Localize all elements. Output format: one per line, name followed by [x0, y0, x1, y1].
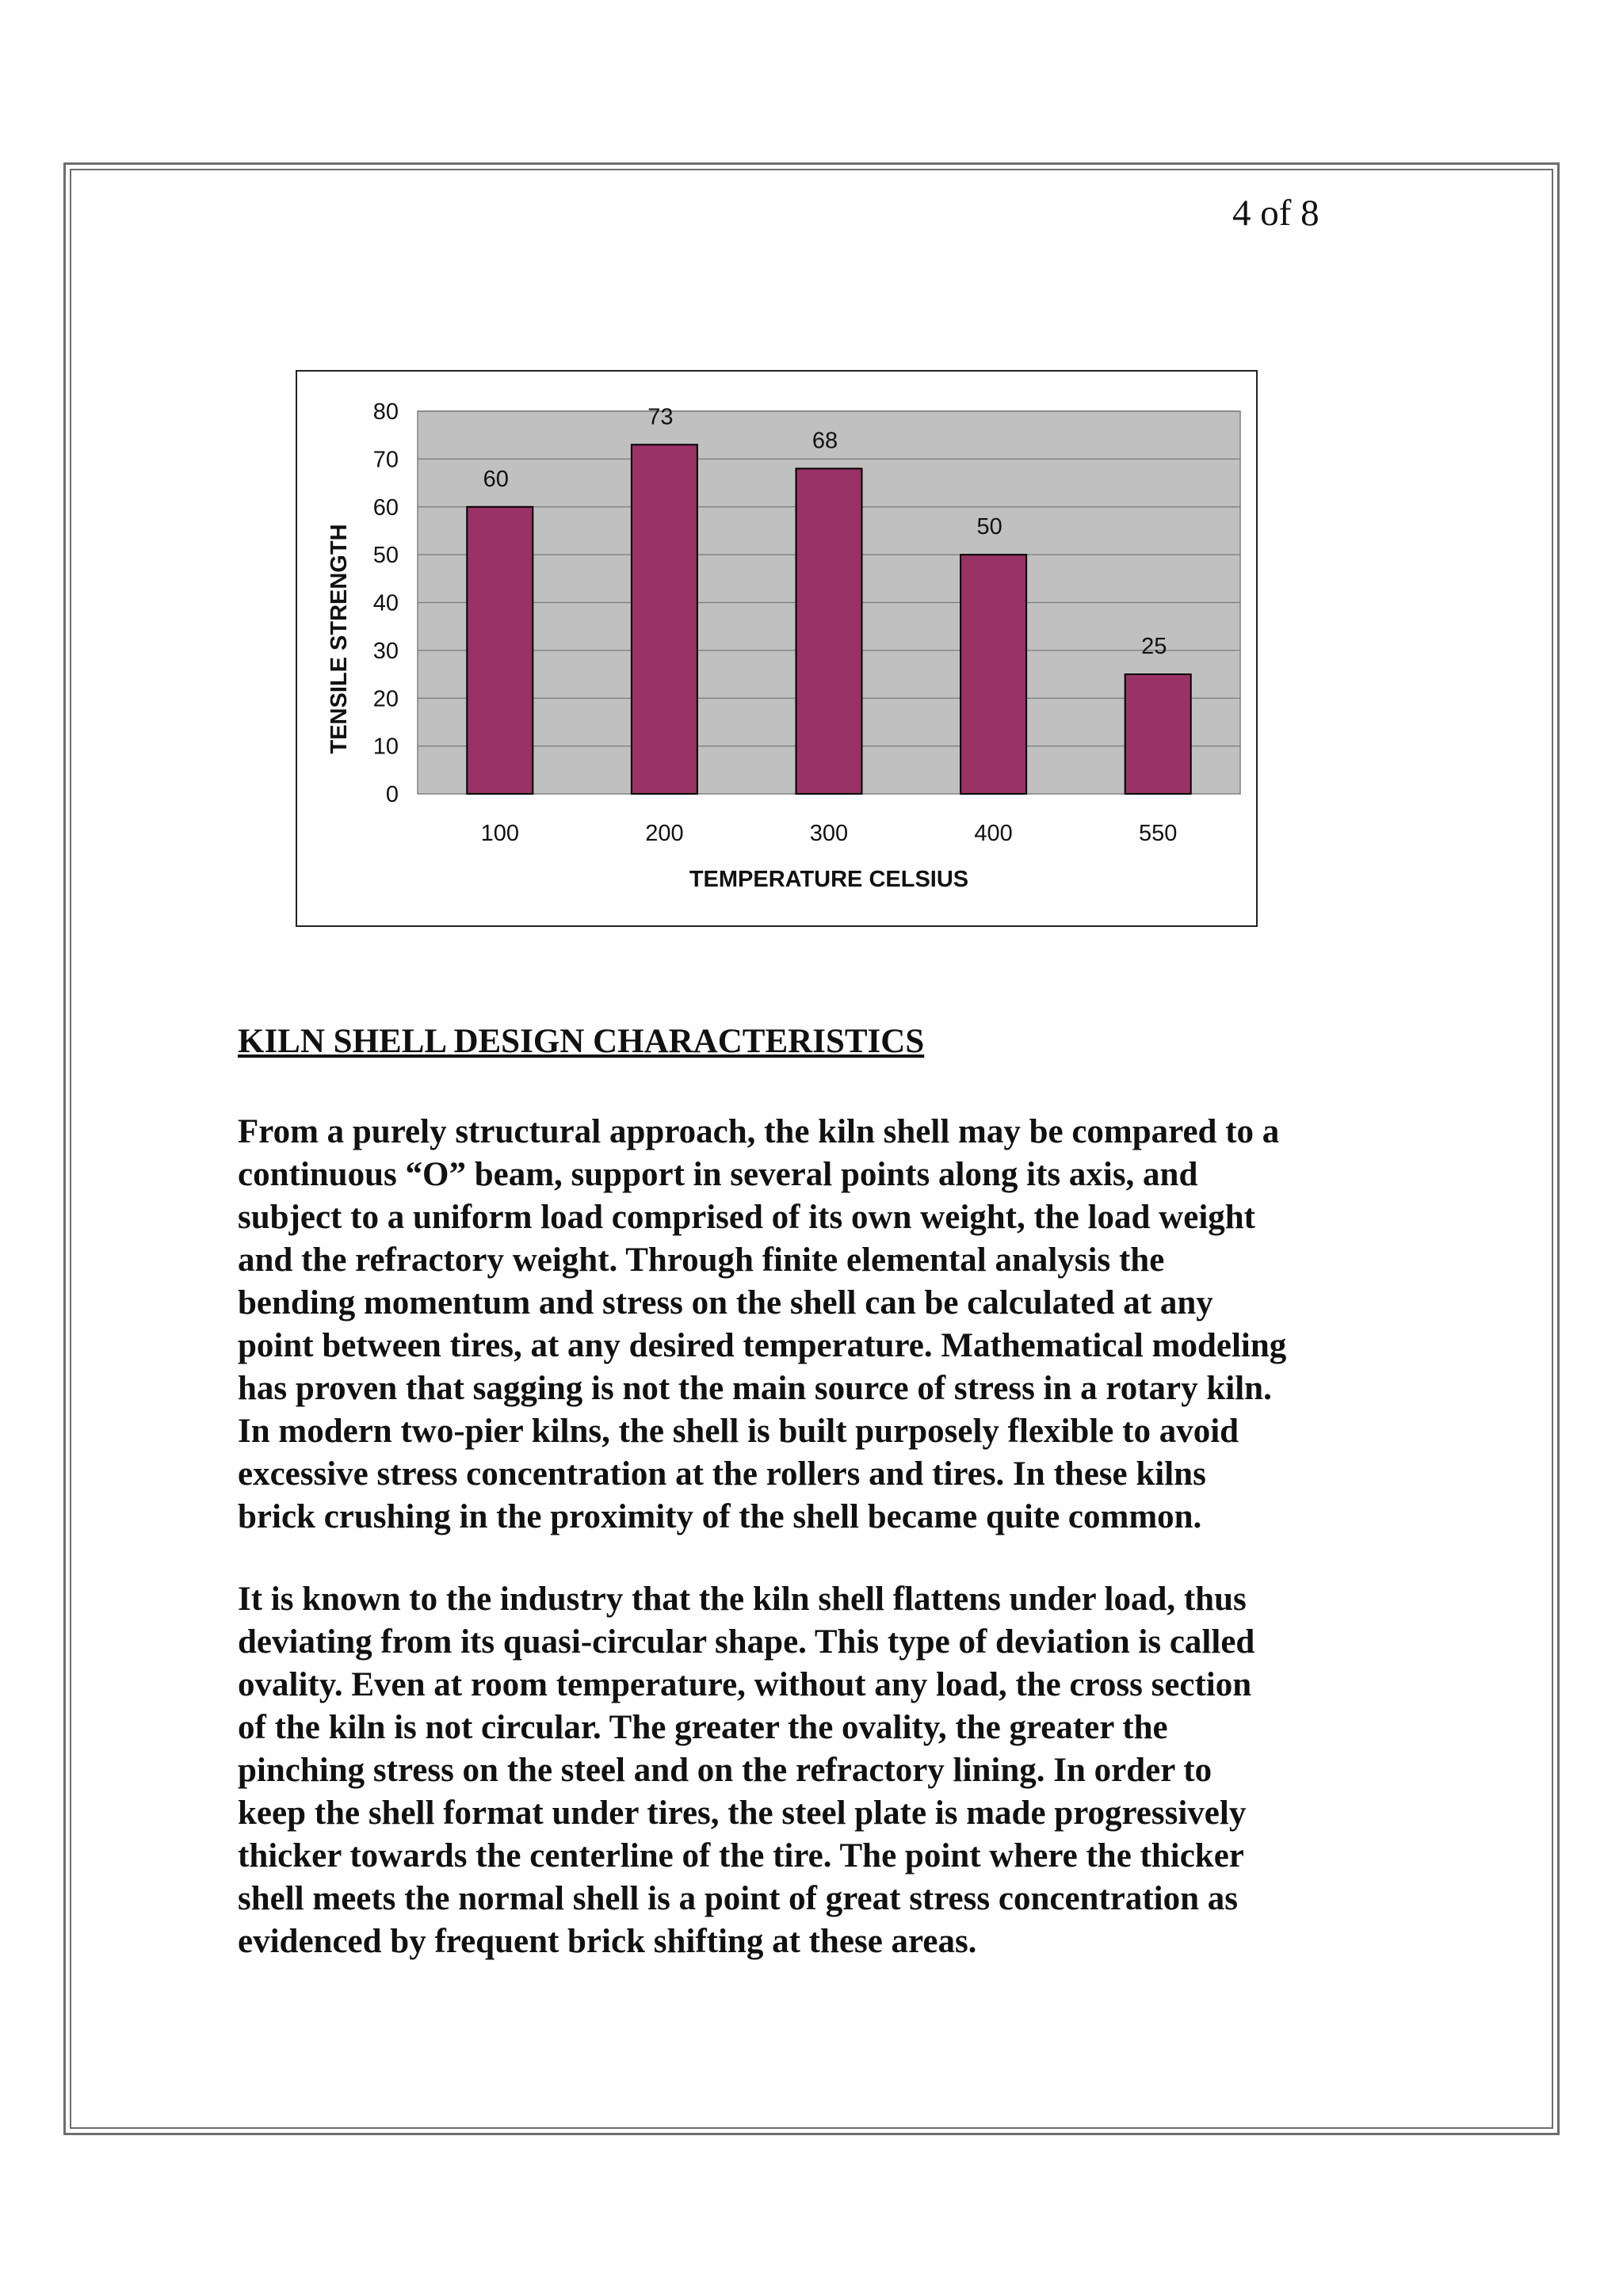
paragraph-line: ovality. Even at room temperature, without any load, the cross section — [238, 1666, 1252, 1703]
y-tick-label: 30 — [372, 638, 399, 664]
paragraph-line: and the refractory weight. Through finite elemental analysis the — [238, 1241, 1165, 1279]
paragraph-line: subject to a uniform load comprised of its own weight, the load weight — [238, 1199, 1255, 1236]
y-tick-label: 70 — [372, 447, 399, 473]
bar-value-label: 73 — [647, 404, 674, 430]
x-tick-label: 100 — [480, 821, 519, 846]
x-tick-label: 200 — [645, 821, 684, 846]
paragraph-line: excessive stress concentration at the rollers and tires. In these kilns — [238, 1455, 1206, 1493]
paragraph-line: continuous “O” beam, support in several points along its axis, and — [238, 1156, 1198, 1193]
page-number: 4 of 8 — [1232, 193, 1319, 234]
section-heading: KILN SHELL DESIGN CHARACTERISTICS — [238, 1023, 925, 1060]
paragraph-line: shell meets the normal shell is a point of great stress concentration as — [238, 1880, 1239, 1917]
paragraph-line: brick crushing in the proximity of the shell became quite common. — [238, 1498, 1202, 1535]
y-tick-label: 80 — [372, 399, 399, 425]
paragraph-line: has proven that sagging is not the main source of stress in a rotary kiln. — [238, 1370, 1272, 1407]
paragraph-line: point between tires, at any desired temperature. Mathematical modeling — [238, 1327, 1287, 1364]
paragraph-line: keep the shell format under tires, the steel plate is made progressively — [238, 1794, 1247, 1832]
bar — [467, 507, 533, 794]
y-tick-label: 60 — [372, 494, 399, 521]
x-tick-label: 550 — [1139, 821, 1178, 846]
bar — [960, 555, 1026, 794]
y-tick-label: 20 — [372, 686, 399, 712]
y-tick-label: 50 — [372, 543, 399, 569]
x-axis-title: TEMPERATURE CELSIUS — [689, 867, 969, 892]
bar-value-label: 60 — [483, 466, 509, 492]
y-axis-title: TENSILE STRENGTH — [327, 524, 352, 754]
paragraph-structural-approach — [238, 1111, 1403, 1539]
bar-value-label: 25 — [1141, 634, 1167, 660]
bar — [1125, 674, 1191, 794]
paragraph-ovality — [238, 1578, 1403, 1963]
paragraph-line: evidenced by frequent brick shifting at these areas. — [238, 1923, 977, 1960]
paragraph-line: of the kiln is not circular. The greater the ovality, the greater the — [238, 1709, 1168, 1746]
paragraph-line: It is known to the industry that the kiln shell flattens under load, thus — [238, 1581, 1247, 1618]
tensile-strength-chart — [296, 370, 1258, 927]
bar-value-label: 68 — [812, 428, 838, 454]
bar — [796, 468, 862, 794]
y-tick-label: 40 — [372, 590, 399, 616]
x-tick-label: 300 — [809, 821, 849, 846]
paragraph-line: thicker towards the centerline of the tire. The point where the thicker — [238, 1837, 1244, 1875]
paragraph-line: bending momentum and stress on the shell can be calculated at any — [238, 1284, 1213, 1322]
paragraph-line: From a purely structural approach, the kiln shell may be compared to a — [238, 1113, 1280, 1150]
chart-canvas — [297, 372, 1256, 925]
y-tick-label: 10 — [372, 734, 399, 760]
y-tick-label: 0 — [385, 782, 399, 807]
bar — [632, 444, 697, 794]
paragraph-line: pinching stress on the steel and on the refractory lining. In order to — [238, 1752, 1212, 1789]
x-tick-label: 400 — [974, 821, 1013, 846]
paragraph-line: In modern two-pier kilns, the shell is built purposely flexible to avoid — [238, 1413, 1239, 1450]
bar-value-label: 50 — [976, 514, 1002, 540]
paragraph-line: deviating from its quasi-circular shape. This type of deviation is called — [238, 1623, 1255, 1661]
